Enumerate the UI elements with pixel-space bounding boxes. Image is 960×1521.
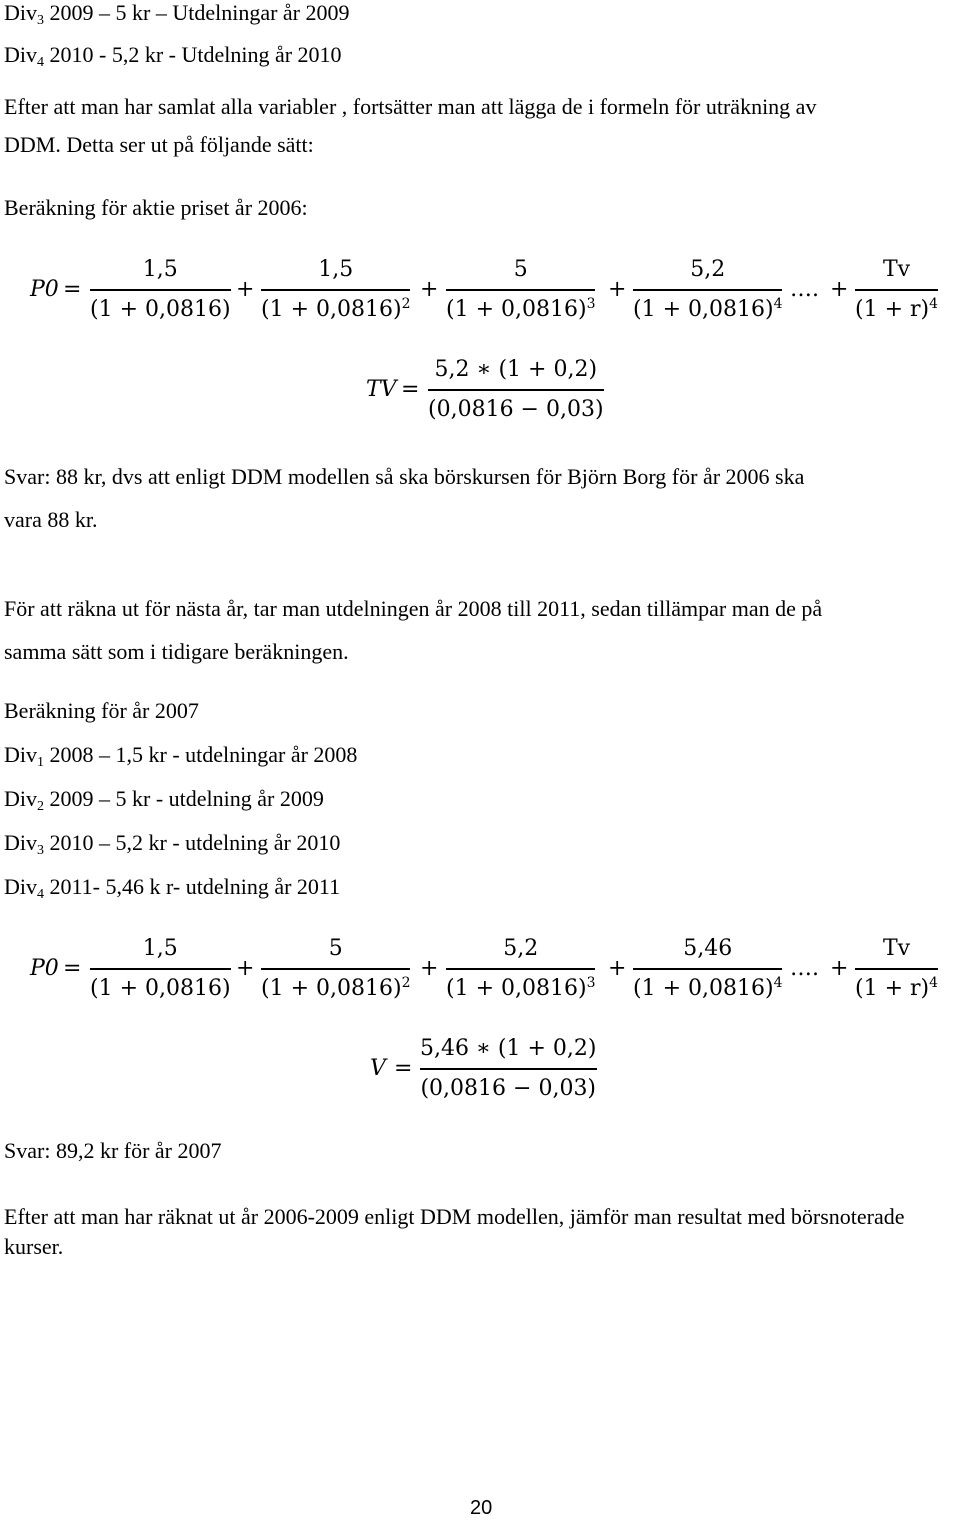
fraction-term [855, 936, 938, 1002]
div-text: 2009 – 5 kr – Utdelningar år 2009 [44, 0, 350, 25]
answer-2007: Svar: 89,2 kr för år 2007 [4, 1138, 222, 1163]
denominator: (0,0816 − 0,03) [428, 396, 604, 422]
div-label: Div [4, 0, 37, 25]
plus-sign: + [830, 277, 849, 302]
div-text: 2010 – 5,2 kr - utdelning år 2010 [44, 830, 341, 855]
equals-sign: = [394, 1056, 413, 1081]
denominator: (0,0816 − 0,03) [420, 1075, 597, 1101]
div-label: Div [4, 42, 37, 67]
plus-sign: + [236, 956, 255, 981]
exponent: 2 [401, 974, 411, 991]
denominator: $(1 + 0,0816)^2$ [261, 974, 411, 1001]
paragraph-line: För att räkna ut för nästa år, tar man utdelningen år 2008 till 2011, sedan tillämpar man de på [4, 596, 823, 621]
div-label: Div [4, 742, 37, 767]
div-index: 4 [37, 55, 44, 70]
fraction-term [446, 257, 595, 323]
paragraph-line: Svar: 88 kr, dvs att enligt DDM modellen så ska börskursen för Björn Borg för år 2006 ska [4, 464, 805, 489]
div-index: 3 [37, 13, 44, 28]
denominator: $(1 + 0,0816)^3$ [446, 974, 596, 1001]
answer-2006 [4, 456, 804, 541]
denominator: $(1 + 0,0816)^2$ [261, 295, 411, 322]
paragraph-line: kurser. [4, 1234, 64, 1259]
plus-sign: + [608, 956, 627, 981]
paragraph-line: Efter att man har samlat alla variabler , fortsätter man att lägga de i formeln för uträkning av [4, 94, 817, 119]
numerator: Tv [882, 936, 911, 961]
div-line [4, 830, 340, 856]
div-line [4, 0, 350, 26]
div-text: 2010 - 5,2 kr - Utdelning år 2010 [44, 42, 342, 67]
denominator: $(1 + 0,0816)^4$ [633, 295, 783, 322]
exponent: 4 [929, 974, 939, 991]
plus-sign: + [420, 956, 439, 981]
numerator: 1,5 [142, 936, 178, 961]
fraction-term [428, 357, 604, 423]
exponent: 3 [586, 295, 596, 312]
paragraph-line: DDM. Detta ser ut på följande sätt: [4, 132, 314, 157]
plus-sign: + [608, 277, 627, 302]
div-index: 2 [37, 799, 44, 814]
div-text: 2011- 5,46 k r- utdelning år 2011 [44, 874, 341, 899]
fraction-term [633, 257, 782, 323]
calc-2006-heading: Beräkning för aktie priset år 2006: [4, 195, 308, 220]
closing-paragraph [4, 1202, 905, 1262]
intro-paragraph [4, 86, 816, 166]
equals-sign: = [63, 277, 82, 302]
page-number: 20 [470, 1497, 493, 1519]
numerator: Tv [882, 257, 911, 282]
paragraph-line: samma sätt som i tidigare beräkningen. [4, 639, 349, 664]
fraction-term [855, 257, 938, 323]
calc-2007-heading: Beräkning för år 2007 [4, 698, 199, 723]
p0-symbol: P0 [30, 956, 59, 981]
denominator: (1 + 0,0816) [90, 296, 231, 322]
exponent: 4 [773, 295, 783, 312]
div-index: 3 [37, 843, 44, 858]
div-line [4, 742, 357, 768]
fraction-term [420, 1036, 597, 1102]
plus-sign: + [236, 277, 255, 302]
div-line [4, 786, 324, 812]
numerator: 5 [328, 936, 343, 961]
exponent: 2 [401, 295, 411, 312]
next-year-paragraph [4, 588, 822, 673]
numerator: 5,2 ∗ (1 + 0,2) [434, 357, 598, 382]
exponent: 4 [929, 295, 939, 312]
fraction-term [261, 936, 410, 1002]
numerator: 5,2 [503, 936, 539, 961]
equals-sign: = [401, 377, 420, 402]
paragraph-line: vara 88 kr. [4, 507, 98, 532]
paragraph-line: Efter att man har räknat ut år 2006-2009 enligt DDM modellen, jämför man resultat med börsnoterade [4, 1204, 905, 1229]
numerator: 5 [513, 257, 528, 282]
exponent: 4 [773, 974, 783, 991]
p0-symbol: P0 [30, 277, 59, 302]
denominator: $(1 + r)^4$ [855, 295, 939, 322]
div-text: 2009 – 5 kr - utdelning år 2009 [44, 786, 324, 811]
plus-sign: + [830, 956, 849, 981]
div-label: Div [4, 786, 37, 811]
numerator: 1,5 [142, 257, 178, 282]
div-text: 2008 – 1,5 kr - utdelningar år 2008 [44, 742, 358, 767]
v-symbol: V [370, 1056, 386, 1081]
fraction-term [90, 257, 231, 323]
numerator: 5,46 [683, 936, 733, 961]
equals-sign: = [63, 956, 82, 981]
denominator: $(1 + 0,0816)^4$ [633, 974, 783, 1001]
fraction-term [633, 936, 782, 1002]
denominator: $(1 + r)^4$ [855, 974, 939, 1001]
div-line [4, 874, 340, 900]
ellipsis: …. [790, 277, 819, 302]
denominator: $(1 + 0,0816)^3$ [446, 295, 596, 322]
numerator: 5,46 ∗ (1 + 0,2) [420, 1036, 597, 1061]
div-index: 1 [37, 755, 44, 770]
fraction-term [90, 936, 231, 1002]
plus-sign: + [420, 277, 439, 302]
tv-symbol: TV [366, 377, 397, 402]
fraction-term [261, 257, 410, 323]
numerator: 5,2 [690, 257, 726, 282]
div-label: Div [4, 830, 37, 855]
numerator: 1,5 [318, 257, 354, 282]
exponent: 3 [586, 974, 596, 991]
ellipsis: …. [790, 956, 819, 981]
div-line [4, 42, 342, 68]
div-index: 4 [37, 887, 44, 902]
fraction-term [446, 936, 595, 1002]
denominator: (1 + 0,0816) [90, 975, 231, 1001]
div-label: Div [4, 874, 37, 899]
